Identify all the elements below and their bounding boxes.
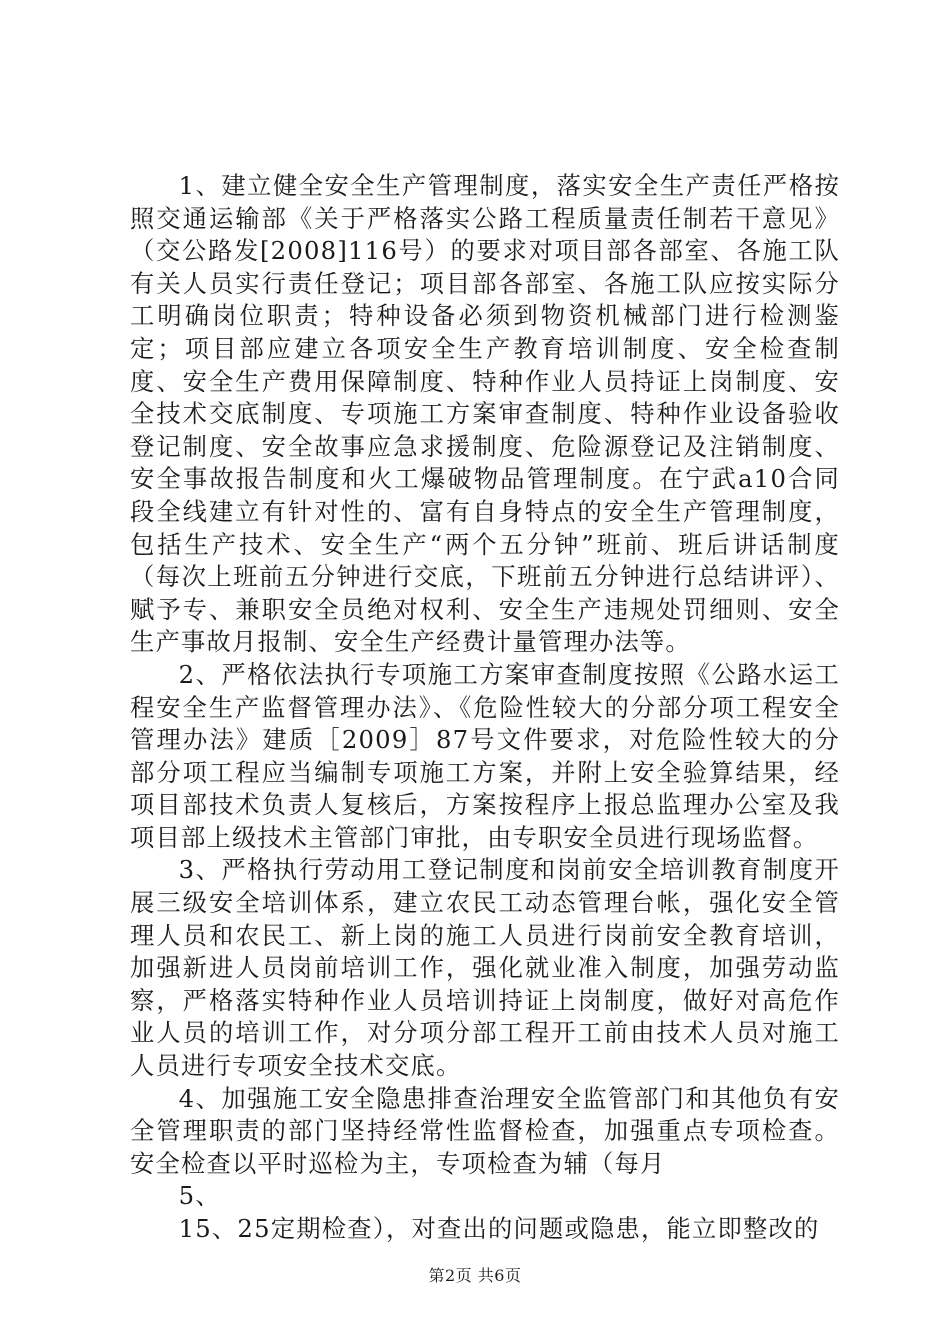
paragraph-5: 5、 bbox=[178, 1181, 221, 1211]
paragraph-1: 1、建立健全安全生产管理制度，落实安全生产责任严格按照交通运输部《关于严格落实公路工程质量责任制若干意见》（交公路发[2008]116号）的要求对项目部各部室、各施工队有关人员实行责任登记；项目部各部室、各施工队应按实际分工明确岗位职责；特种设备必须到物资机械部门进行检测鉴定；项目部应建立各项安全生产教育培训制度、安全检查制度、安全生产费用保障制度、特种作业人员持证上岗制度、安全技术交底制度、专项施工方案审查制度、特种作业设备验收登记制度、安全故事应急求援制度、危险源登记及注销制度、安全事故报告制度和火工爆破物品管理制度。在宁武a10合同段全线建立有针对性的、富有自身特点的安全生产管理制度，包括生产技术、安全生产“两个五分钟”班前、班后讲话制度（每次上班前五分钟进行交底，下班前五分钟进行总结讲评）、赋予专、兼职安全员绝对权利、安全生产违规处罚细则、安全生产事故月报制、安全生产经费计量管理办法等。 bbox=[130, 171, 840, 657]
paragraph-2: 2、严格依法执行专项施工方案审查制度按照《公路水运工程安全生产监督管理办法》、《危险性较大的分部分项工程安全管理办法》建质［2009］87号文件要求，对危险性较大的分部分项工程应当编制专项施工方案，并附上安全验算结果，经项目部技术负责人复核后，方案按程序上报总监理办公室及我项目部上级技术主管部门审批，由专职安全员进行现场监督。 bbox=[130, 659, 840, 852]
document-body bbox=[130, 170, 840, 1246]
page-number-footer: 第2页 共6页 bbox=[428, 1266, 522, 1285]
paragraph-3: 3、严格执行劳动用工登记制度和岗前安全培训教育制度开展三级安全培训体系，建立农民工动态管理台帐，强化安全管理人员和农民工、新上岗的施工人员进行岗前安全教育培训，加强新进人员岗前培训工作，强化就业准入制度，加强劳动监察，严格落实特种作业人员培训持证上岗制度，做好对高危作业人员的培训工作，对分项分部工程开工前由技术人员对施工人员进行专项安全技术交底。 bbox=[130, 855, 840, 1081]
paragraph-4: 4、加强施工安全隐患排查治理安全监管部门和其他负有安全管理职责的部门坚持经常性监督检查，加强重点专项检查。安全检查以平时巡检为主，专项检查为辅（每月 bbox=[130, 1083, 840, 1178]
paragraph-6: 15、25定期检查），对查出的问题或隐患，能立即整改的 bbox=[178, 1214, 820, 1243]
